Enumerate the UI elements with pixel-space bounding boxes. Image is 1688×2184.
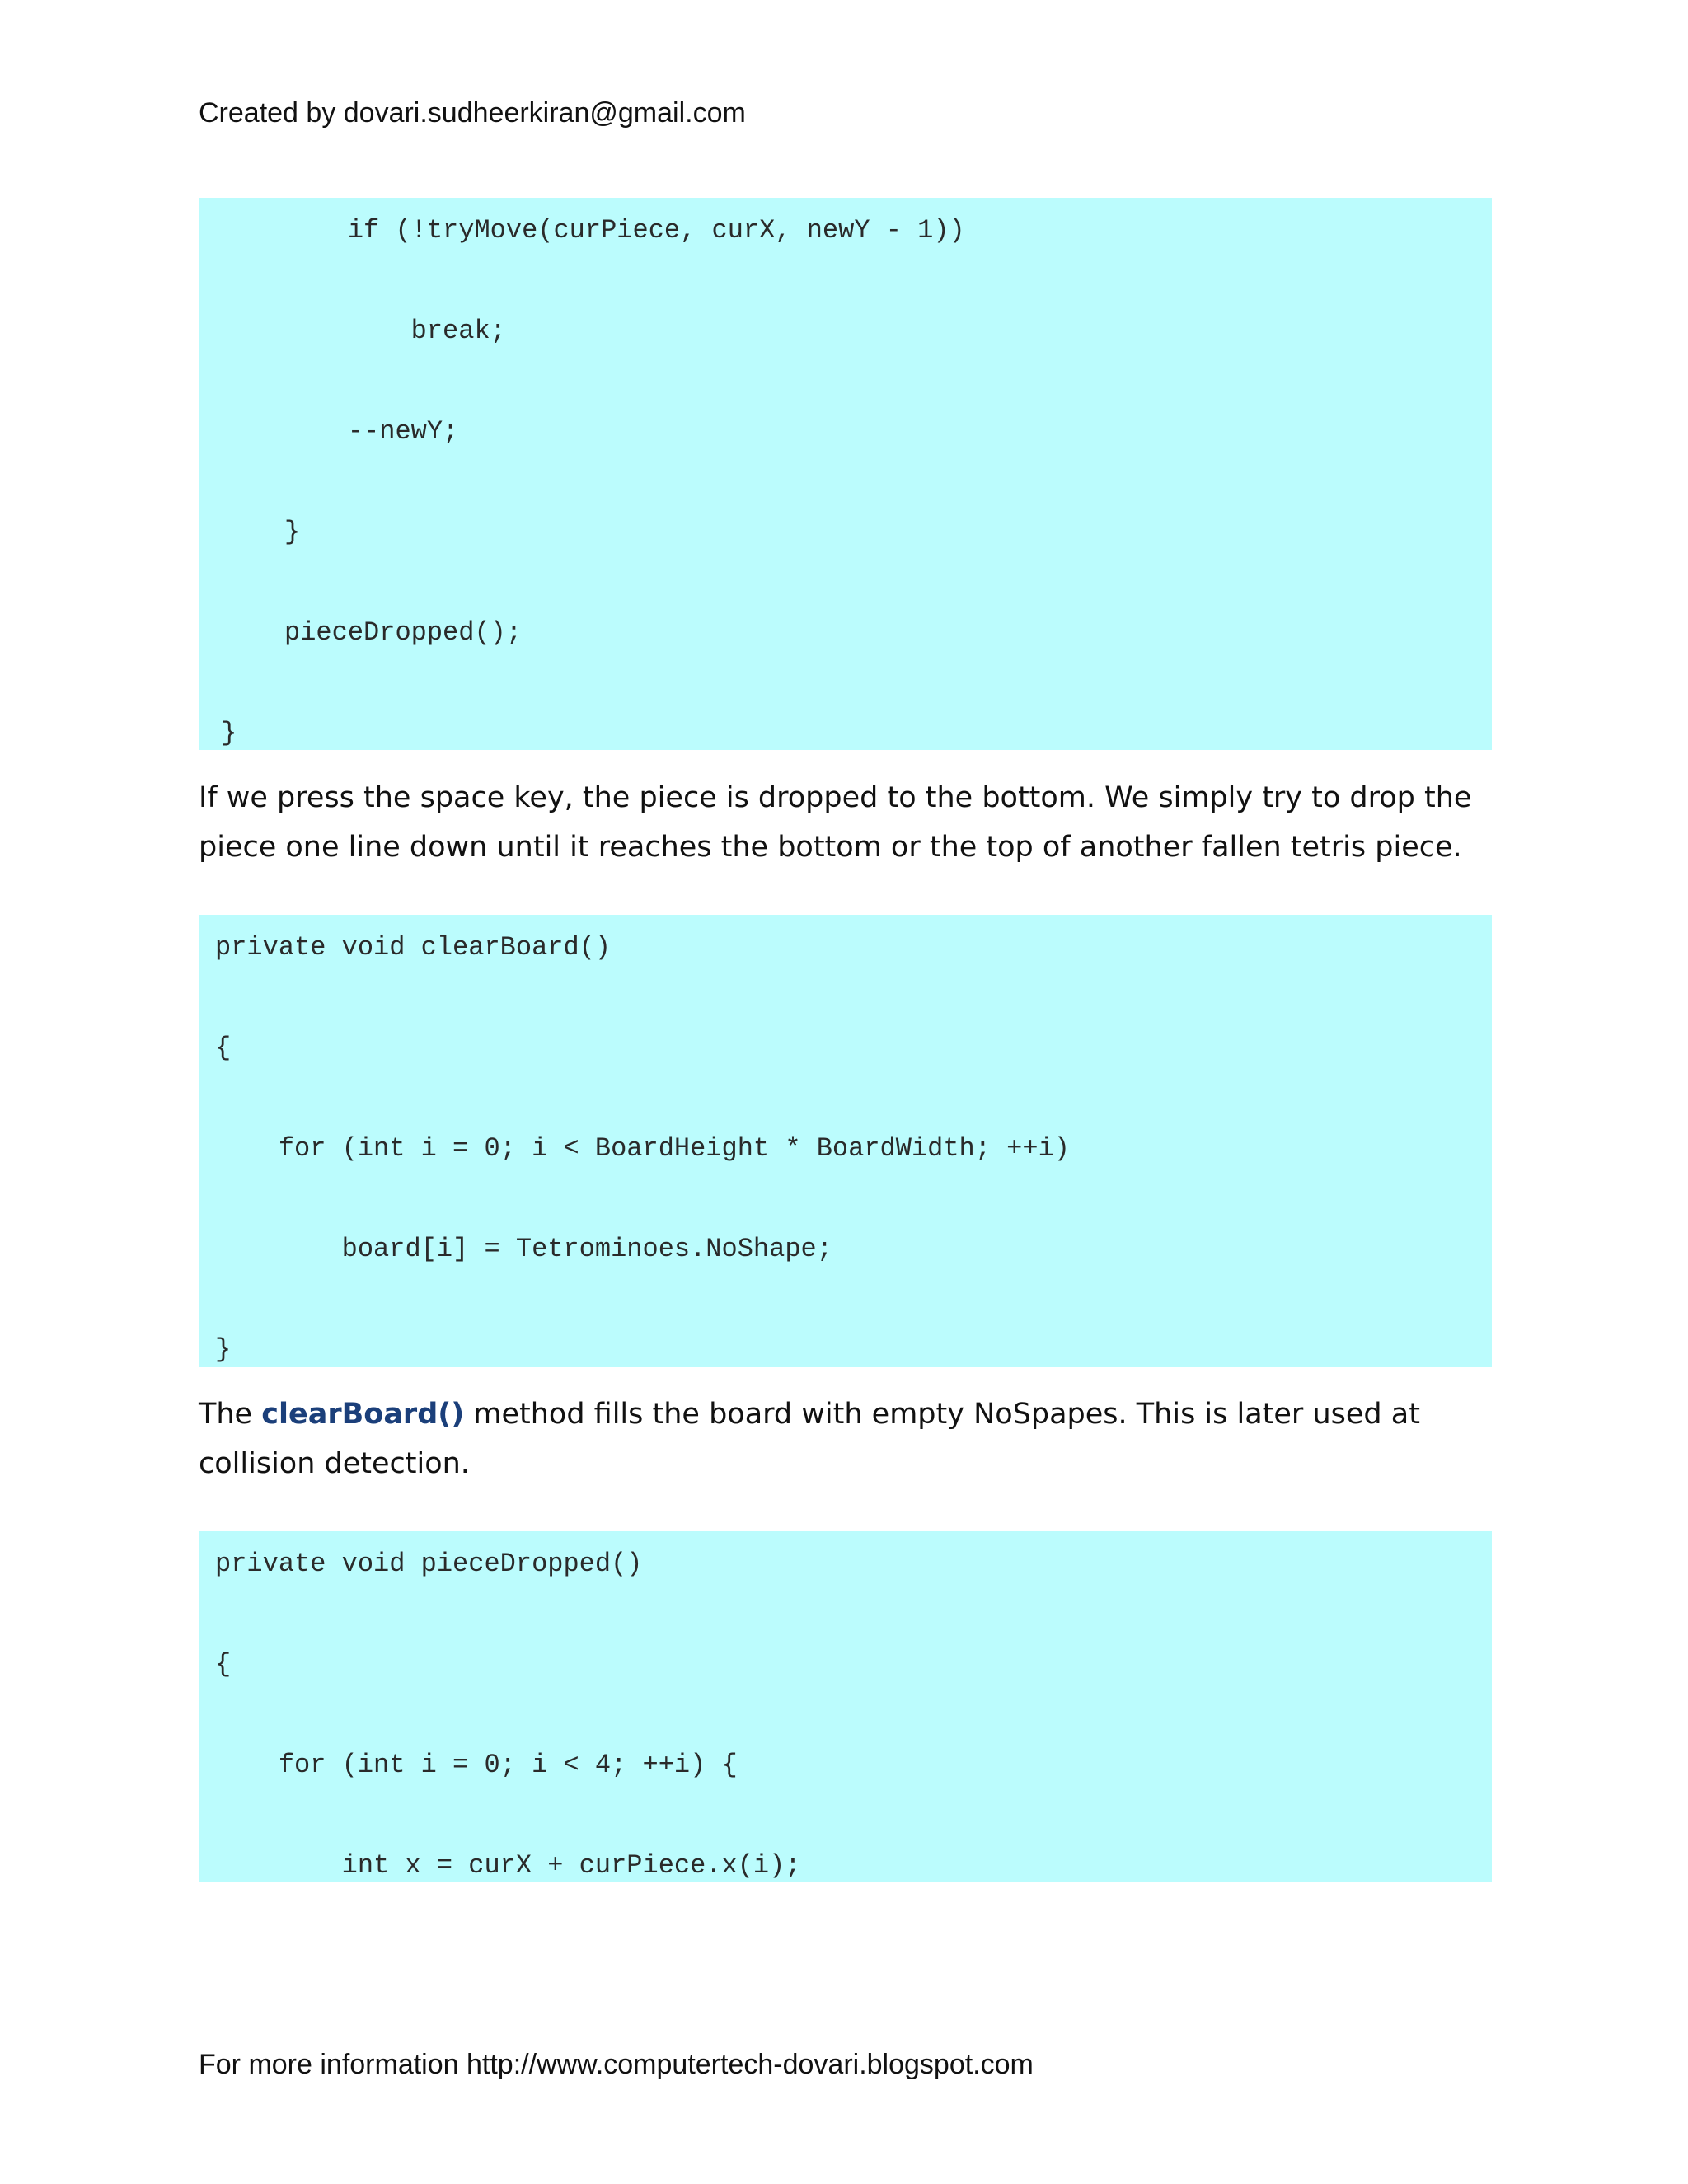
code-line: break;	[205, 316, 506, 346]
code-block-clear-board	[199, 915, 1492, 1367]
page-header: Created by dovari.sudheerkiran@gmail.com	[199, 97, 746, 129]
code-line: {	[215, 1033, 232, 1063]
page-footer: For more information http://www.computertech-dovari.blogspot.com	[199, 2049, 1034, 2080]
code-line: for (int i = 0; i < BoardHeight * BoardWidth; ++i)	[215, 1133, 1070, 1164]
code-block-piece-dropped	[199, 1531, 1492, 1882]
code-line: private void clearBoard()	[215, 932, 612, 963]
code-line: }	[205, 517, 301, 547]
code-line: --newY;	[205, 416, 459, 447]
paragraph-text-before: The	[199, 1398, 262, 1431]
code-line: private void pieceDropped()	[215, 1549, 643, 1579]
code-line: int x = curX + curPiece.x(i);	[215, 1850, 801, 1881]
code-line: {	[215, 1649, 232, 1680]
code-line: }	[215, 1334, 232, 1365]
paragraph-space-key: If we press the space key, the piece is dropped to the bottom. We simply try to drop the piece one line down until it reaches the bottom or the top of another fallen tetris piece.	[199, 781, 1472, 864]
code-line: for (int i = 0; i < 4; ++i) {	[215, 1750, 738, 1780]
method-reference: clearBoard()	[261, 1398, 465, 1431]
paragraph-clear-board	[199, 1390, 1492, 1488]
code-line: if (!tryMove(curPiece, curX, newY - 1))	[205, 215, 965, 246]
code-block-drop-down	[199, 198, 1492, 750]
paragraph-text-after: method fills the board with empty NoSpapes. This is later used at collision detection.	[199, 1398, 1420, 1480]
code-line: }	[205, 718, 237, 748]
code-line: pieceDropped();	[205, 617, 523, 648]
code-line: board[i] = Tetrominoes.NoShape;	[215, 1234, 832, 1264]
